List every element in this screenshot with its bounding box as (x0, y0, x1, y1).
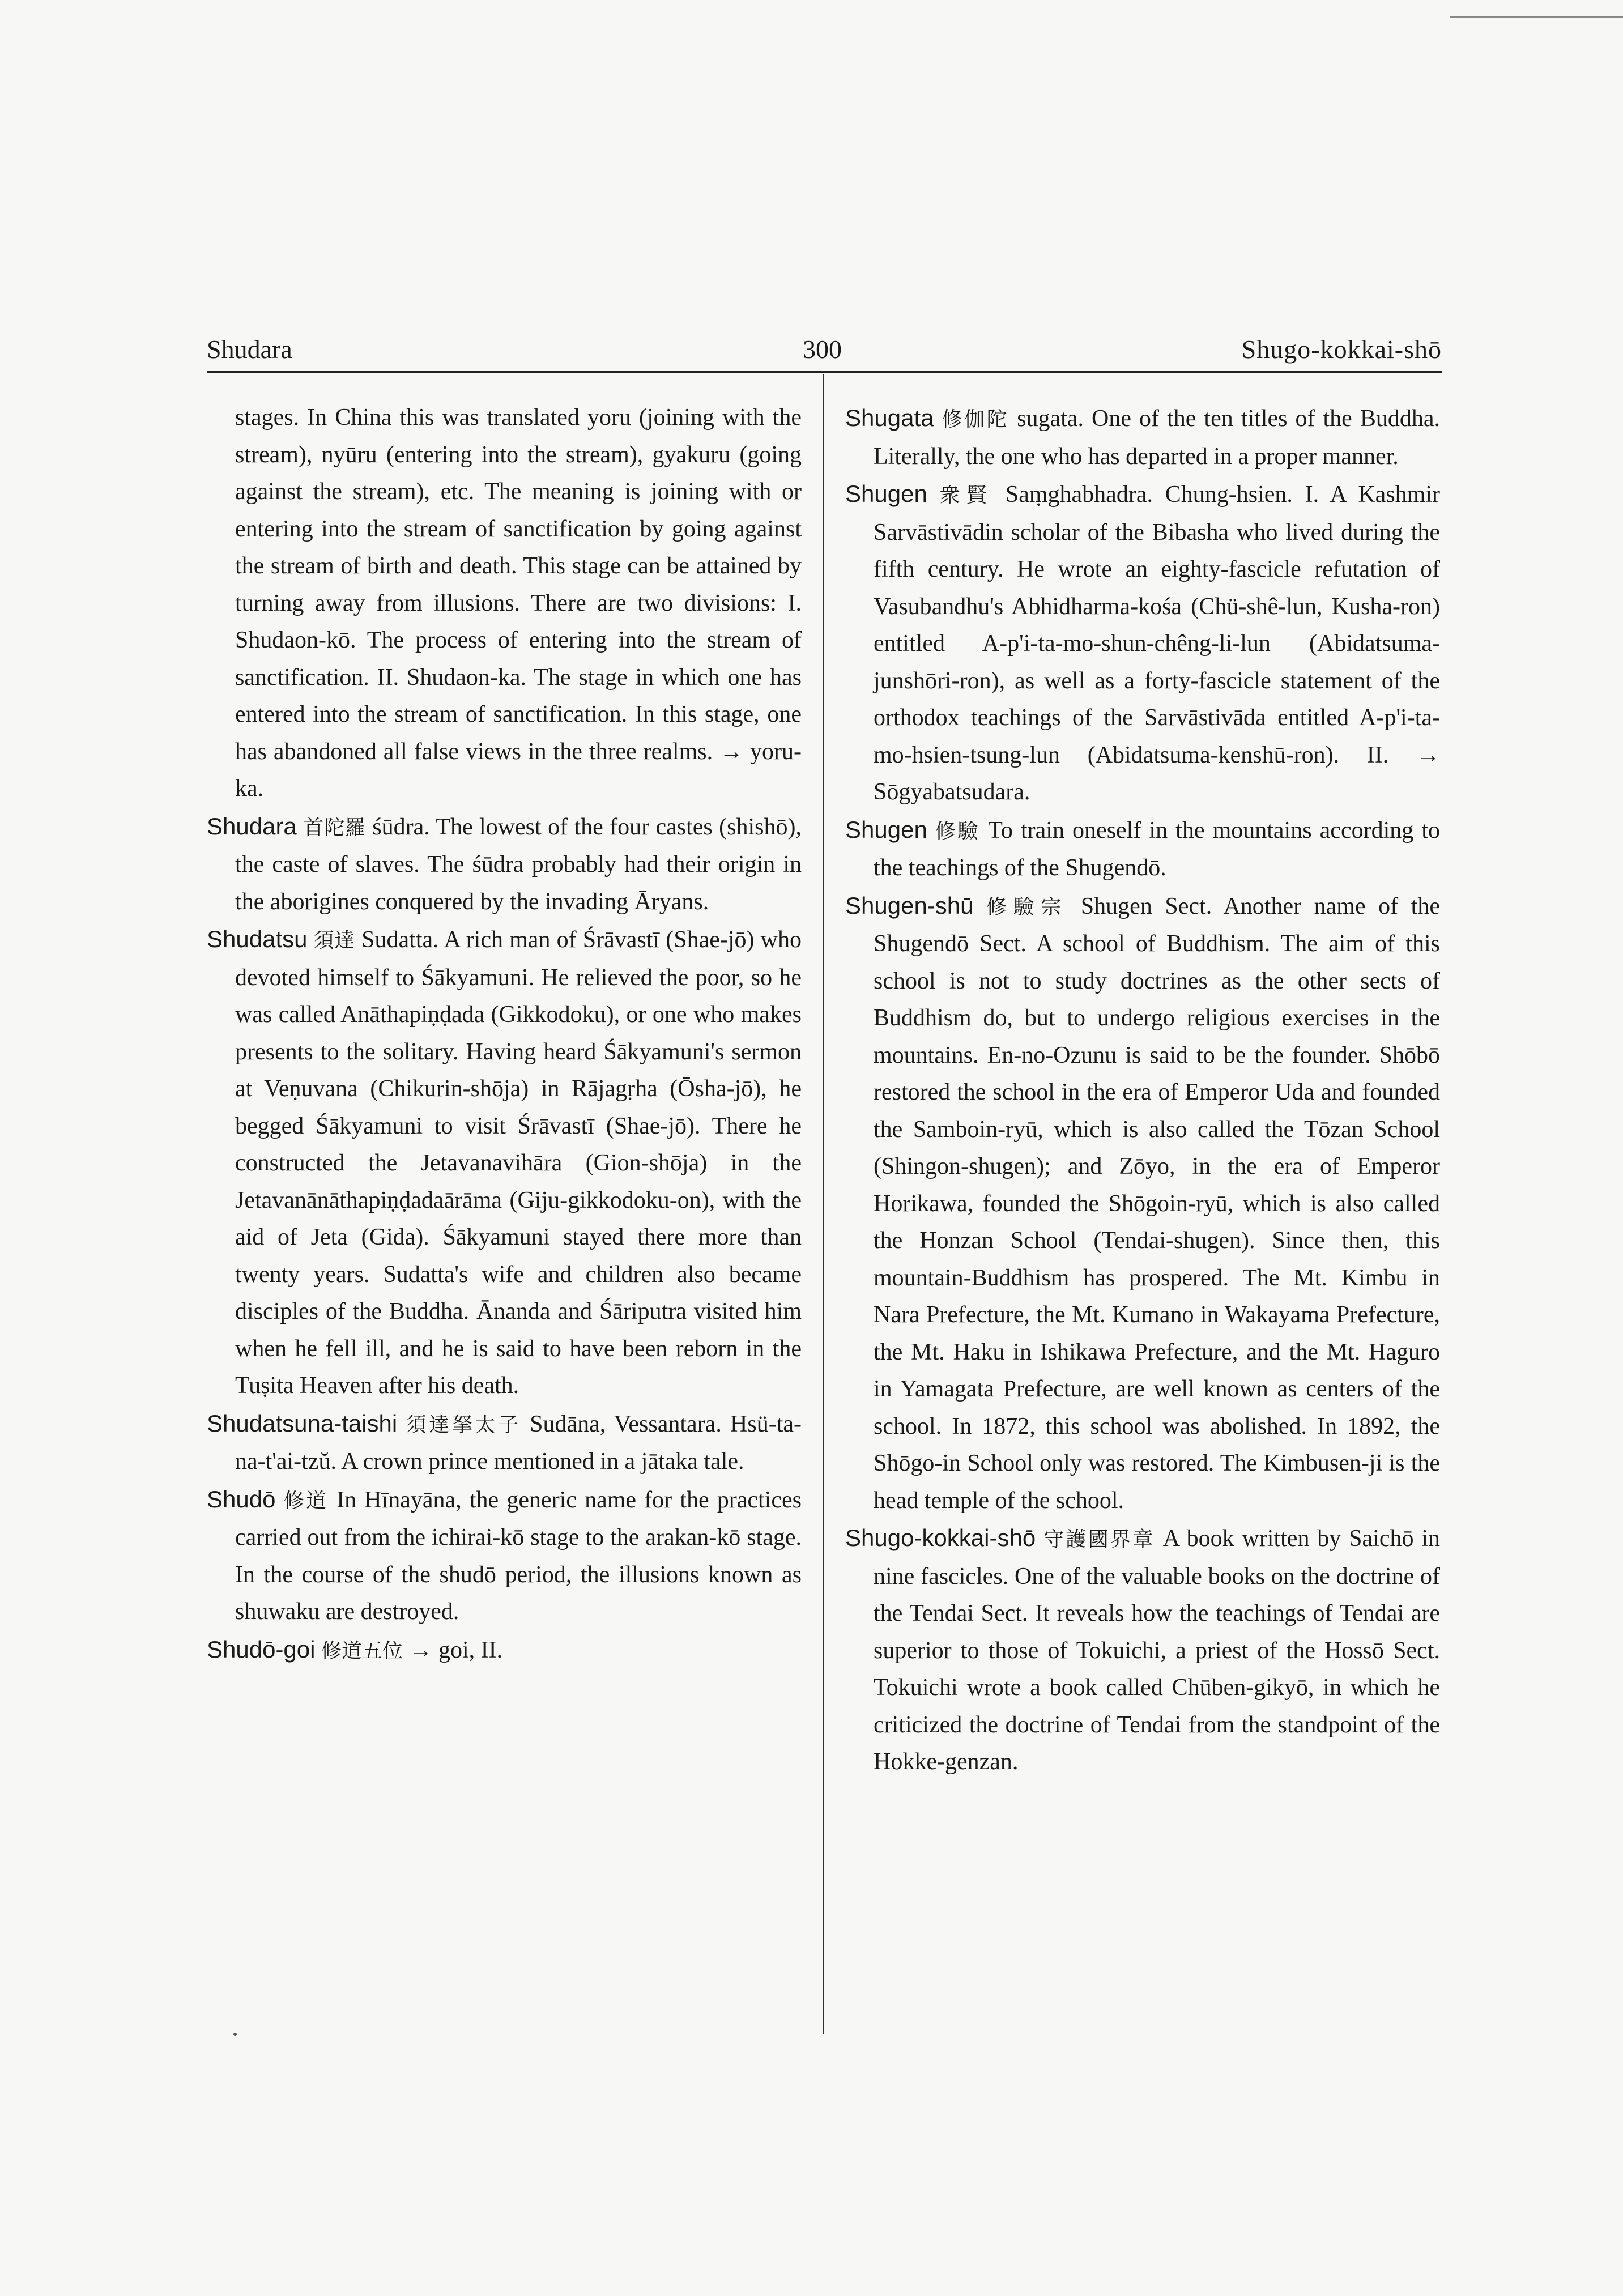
entry-text: → goi, II. (408, 1637, 503, 1663)
dictionary-entry (207, 399, 802, 808)
entry-cjk: 修伽陀 (942, 408, 1009, 431)
entry-headword: Shugen (845, 480, 927, 507)
entry-cjk: 衆賢 (939, 484, 994, 507)
entry-text: Sudatta. A rich man of Śrāvastī (Shae-jō) who devoted himself to Śākyamuni. He relieved the poor, so he was called Anāthapiṇḍada (Gikkodoku), or one who makes presents to the solitary. Having heard Śākyamuni's sermon at Veṇuvana (Chikurin-shōja) in Rājagṛha (Ōsha-jō), he begged Śākyamuni to visit Śrāvastī (Shae-jō). There he constructed the Jetavanavihāra (Gion-shōja) in the Jetavanānāthapiṇḍadaārāma (Giju-gikkodoku-on), with the aid of Jeta (Gida). Śākyamuni stayed there more than twenty years. Sudatta's wife and children also became disciples of the Buddha. Ānanda and Śāriputra visited him when he fell ill, and he is said to have been reborn in the Tuṣita Heaven after his death. (235, 927, 802, 1399)
entry-text: sugata. One of the ten titles of the Buddha. Literally, the one who has departed in a proper manner. (874, 406, 1441, 470)
dictionary-entry (845, 399, 1440, 475)
entry-text: A book written by Saichō in nine fascicles. One of the valuable books on the doctrine of the Tendai Sect. It reveals how the teachings of Tendai are superior to those of Tokuichi, a priest of the Hossō Sect. Tokuichi wrote a book called Chūben-gikyō, in which he criticized the doctrine of Tendai from the standpoint of the Hokke-genzan. (874, 1526, 1441, 1775)
entry-text: śūdra. The lowest of the four castes (shishō), the caste of slaves. The śūdra probably had their origin in the aborigines conquered by the invading Āryans. (235, 813, 802, 915)
entry-cjk: 修驗 (935, 819, 981, 843)
header-right-guide-word: Shugo-kokkai-shō (1241, 335, 1442, 364)
entry-cjk: 須達 (313, 929, 355, 952)
entry-text: In Hīnayāna, the generic name for the practices carried out from the ichirai-kō stage to the arakan-kō stage. In the course of the shudō period, the illusions known as shuwaku are destroyed. (235, 1486, 802, 1625)
dictionary-entry (845, 811, 1440, 887)
dictionary-entry (207, 1405, 802, 1481)
entry-cjk: 首陀羅 (303, 816, 366, 840)
dictionary-entry (207, 1481, 802, 1631)
page-number: 300 (803, 335, 842, 364)
entry-text: Shugen Sect. Another name of the Shugendō Sect. A school of Buddhism. The aim of this school is not to study doctrines as the other sects of Buddhism do, but to undergo religious exercises in the mountains. En-no-Ozunu is said to be the founder. Shōbō restored the school in the era of Emperor Uda and founded the Samboin-ryū, which is also called the Tōzan School (Shingon-shugen); and Zōyo, in the era of Emperor Horikawa, founded the Shōgoin-ryū, which is also called the Honzan School (Tendai-shugen). Since then, this mountain-Buddhism has prospered. The Mt. Kimbu in Nara Prefecture, the Mt. Kumano in Wakayama Prefecture, the Mt. Haku in Ishikawa Prefecture, and the Mt. Haguro in Yamagata Prefecture, are well known as centers of the school. In 1872, this school was abolished. In 1892, the Shōgo-in School only was restored. The Kimbusen-ji is the head temple of the school. (874, 893, 1440, 1514)
dictionary-entry (207, 921, 802, 1405)
right-column (845, 399, 1440, 1781)
scan-speck (233, 2033, 237, 2036)
entry-cjk: 修驗宗 (986, 895, 1068, 919)
entry-headword: Shugen-shū (845, 892, 974, 919)
entry-text: stages. In China this was translated yoru (joining with the stream), nyūru (entering into the stream), gyakuru (going against the stream), etc. The meaning is joining with or entering into the stream of sanctification by going against the stream of birth and death. This stage can be attained by turning away from illusions. There are two divisions: I. Shudaon-kō. The process of entering into the stream of sanctification. II. Shudaon-ka. The stage in which one has entered into the stream of sanctification. In this stage, one has abandoned all false views in the three realms. → yoru-ka. (235, 404, 802, 802)
entry-cjk: 修道 (283, 1489, 329, 1513)
dictionary-entry (207, 808, 802, 921)
entry-headword: Shudatsuna-taishi (207, 1409, 398, 1437)
header-rule (207, 371, 1442, 373)
dictionary-entry (207, 1631, 802, 1670)
entry-text: Sudāna, Vessantara. Hsü-ta-na-t'ai-tzŭ. A crown prince mentioned in a jātaka tale. (235, 1411, 802, 1475)
column-divider (823, 374, 824, 2034)
entry-headword: Shugata (845, 404, 934, 431)
left-column (207, 399, 802, 1669)
dictionary-entry (845, 1519, 1440, 1781)
entry-cjk: 守護國界章 (1043, 1528, 1155, 1551)
entry-headword: Shudatsu (207, 926, 308, 952)
entry-cjk: 修道五位 (321, 1639, 403, 1663)
entry-text: To train oneself in the mountains according to the teachings of the Shugendō. (874, 817, 1440, 881)
dictionary-entry (845, 475, 1440, 811)
scan-edge-line (1450, 16, 1623, 18)
entry-text: Saṃghabhadra. Chung-hsien. I. A Kashmir Sarvāstivādin scholar of the Bibasha who lived during the fifth century. He wrote an eighty-fascicle refutation of Vasubandhu's Abhidharma-kośa (Chü-shê-lun, Kusha-ron) entitled A-p'i-ta-mo-shun-chêng-li-lun (Abidatsuma-junshōri-ron), as well as a forty-fascicle statement of the orthodox teachings of the Sarvāstivāda entitled A-p'i-ta-mo-hsien-tsung-lun (Abidatsuma-kenshū-ron). II. → Sōgyabatsudara. (874, 482, 1440, 805)
entry-headword: Shugo-kokkai-shō (845, 1524, 1036, 1551)
entry-headword: Shudara (207, 812, 297, 840)
entry-headword: Shudō-goi (207, 1635, 316, 1663)
entry-headword: Shugen (845, 816, 927, 843)
header-left-guide-word: Shudara (207, 335, 292, 364)
entry-headword: Shudō (207, 1485, 276, 1513)
entry-cjk: 須達拏太子 (406, 1413, 521, 1437)
dictionary-entry (845, 887, 1440, 1520)
